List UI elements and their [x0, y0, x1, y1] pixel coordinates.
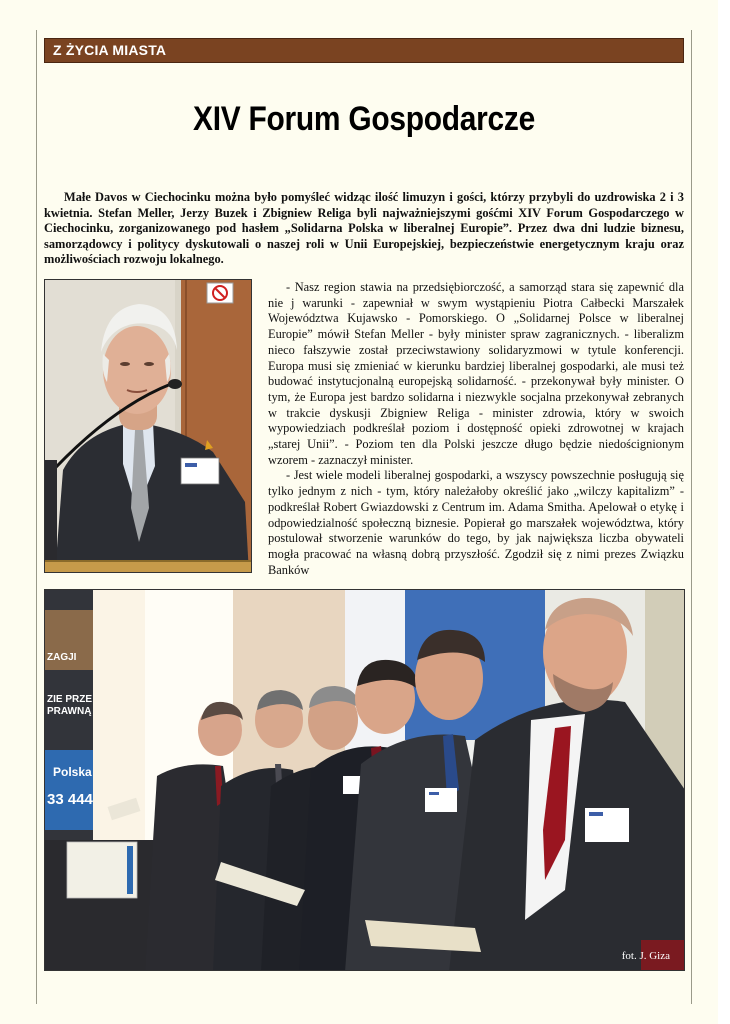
- panel-photo: [44, 589, 685, 971]
- article-lead: Małe Davos w Ciechocinku można było pomyśleć widząc ilość limuzyn i gości, którzy przybyli do uzdrowiska 2 i 3 kwietnia. Stefan Meller, Jerzy Buzek i Zbigniew Religa byli najważniejszymi gośćmi XIV Forum Gospodarczego w Ciechocinku, zorganizowanego pod hasłem „Solidarna Polska w liberalnej Europie”. Przez dwa dni ludzie biznesu, samorządowcy i politycy dyskutowali o naszej roli w Unii Europejskiej, bezpieczeństwie energetycznym kraju oraz możliwościach rozwoju lokalnego.: [44, 190, 684, 267]
- speaker-photo: [44, 279, 252, 573]
- article-paragraph: - Nasz region stawia na przedsiębiorczość, a samorząd stara się zapewnić dla nie j warunki - zapewniał w swym wystąpieniu Piotra Całbecki Marszałek Województwa Kujawsko - Pomorskiego. O „Solidarnej Polsce w liberalnej Europie” mówił Stefan Meller - były minister spraw zagranicznych. - liberalizm nieco fałszywie został przeciwstawiony solidaryzmowi w tytule konferencji. Europa musi się zmieniać w kierunku bardziej liberalnej gospodarki, ale musi też budować instytucjonalną europejską solidarność. - przekonywał były minister. O tym, że Europa jest bardzo solidarna i niezwykle socjalna przekonywał zebranych w trakcie dyskusji Zbigniew Religa - minister zdrowia, który w swoich wypowiedziach podkreślał poziom i dostępność opieki zdrowotnej w krajach „starej Unii”. - Poziom ten dla Polski jeszcze długo będzie niedoścignionym wzorem - zaznaczył minister.: [268, 280, 684, 467]
- right-margin-rule: [691, 30, 692, 1004]
- article-title: XIV Forum Gospodarcze: [193, 100, 535, 138]
- svg-text:Polska: Polska: [53, 765, 92, 779]
- svg-text:33 444: 33 444: [47, 791, 93, 808]
- svg-text:PRAWNĄ: PRAWNĄ: [47, 706, 92, 717]
- article-paragraph: - Jest wiele modeli liberalnej gospodarki, a wszyscy powszechnie posługują się tylko jednym z nich - tym, który należałoby określić jako „wilczy kapitalizm” - podkreślał Robert Gwiazdowski z Centrum im. Adama Smitha. Apelował o etykę i odpowiedzialność społeczną biznesie. Popierał go marszałek województwa, który postulował stworzenie warunków do tego, by jak największa liczba obywateli mogła pracować na własną dobrą przyszłość. Zgodził się z nimi prezes Związku Banków: [268, 468, 684, 577]
- svg-text:ZAGJI: ZAGJI: [47, 652, 77, 663]
- photo-caption: fot. J. Giza: [621, 950, 670, 962]
- section-header-bar: [44, 38, 684, 63]
- left-margin-rule: [36, 30, 37, 1004]
- no-smoking-sign-icon: [207, 283, 233, 303]
- svg-text:ZIE PRZE: ZIE PRZE: [47, 694, 93, 705]
- article-body: [268, 280, 684, 578]
- section-label: Z ŻYCIA MIASTA: [53, 42, 167, 58]
